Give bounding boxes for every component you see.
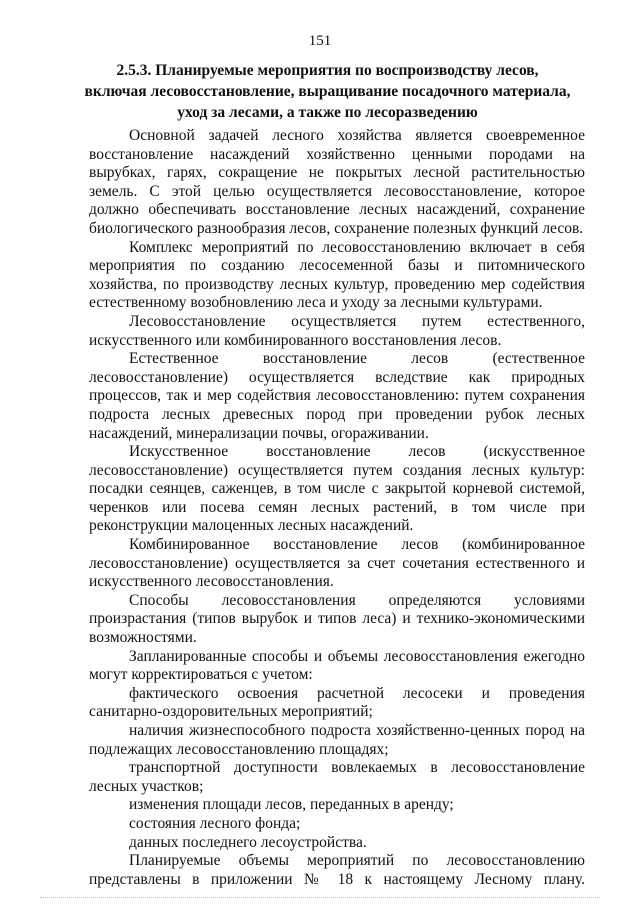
heading-line-2: включая лесовосстановление, выращивание посадочного материала, <box>84 83 571 100</box>
paragraph: Комбинированное восстановление лесов (комбинированное лесовосстановление) осуществляется за счет сочетания естественного и искусственного лесовосстановления. <box>89 536 585 591</box>
paragraph: Естественное восстановление лесов (естественное лесовосстановление) осуществляется вследствие как природных процессов, так и мер содействия лесовосстановлению: путем сохранения подроста лесных древесных пород при проведении рубок лесных насаждений, минерализации почвы, огораживании. <box>89 350 585 442</box>
list-item: состояния лесного фонда; <box>129 814 301 832</box>
footer-divider <box>40 897 600 899</box>
list-item: транспортной доступности вовлекаемых в лесовосстановление лесных участков; <box>89 759 585 795</box>
list-item: наличия жизнеспособного подроста хозяйственно-ценных пород на подлежащих лесовосстановлению площадях; <box>89 722 585 758</box>
paragraph: Комплекс мероприятий по лесовосстановлению включает в себя мероприятия по созданию лесосеменной базы и питомнического хозяйства, по производству лесных культур, проведению мер содействия естественному возобновлению леса и уходу за лесными культурами. <box>89 238 585 312</box>
heading-line-3: уход за лесами, а также по лесоразведению <box>177 104 478 121</box>
list-item: данных последнего лесоустройства. <box>129 833 367 851</box>
closing-paragraph: Планируемые объемы мероприятий по лесовосстановлению представлены в приложении № 18 к настоящему Лесному плану. <box>89 852 585 888</box>
document-body <box>89 127 585 889</box>
paragraph: Лесовосстановление осуществляется путем естественного, искусственного или комбинированного восстановления лесов. <box>89 312 585 349</box>
section-heading <box>70 60 585 123</box>
paragraph: Способы лесовосстановления определяются условиями произрастания (типов вырубок и типов леса) и технико-экономическими возможностями. <box>89 591 585 647</box>
paragraph: Искусственное восстановление лесов (искусственное лесовосстановление) осуществляется путем создания лесных культур: посадки сеянцев, саженцев, в том числе с закрытой корневой системой, черенков или посева семян лесных растений, в том числе при реконструкции малоценных лесных насаждений. <box>89 443 585 535</box>
list-item: фактического освоения расчетной лесосеки и проведения санитарно-оздоровительных мероприятий; <box>89 684 585 721</box>
paragraph: Запланированные способы и объемы лесовосстановления ежегодно могут корректироваться с учетом: <box>89 647 585 684</box>
page-number: 151 <box>308 33 332 49</box>
paragraph: Основной задачей лесного хозяйства является своевременное восстановление насаждений хозяйственно ценными породами на вырубках, гарях, сокращение не покрытых лесной растительностью земель. С этой целью осуществляется лесовосстановление, которое должно обеспечивать восстановление лесных насаждений, сохранение биологического разнообразия лесов, сохранение полезных функций лесов. <box>89 127 585 237</box>
heading-line-1: 2.5.3. Планируемые мероприятия по воспроизводству лесов, <box>116 62 539 79</box>
list-item: изменения площади лесов, переданных в аренду; <box>129 796 454 814</box>
